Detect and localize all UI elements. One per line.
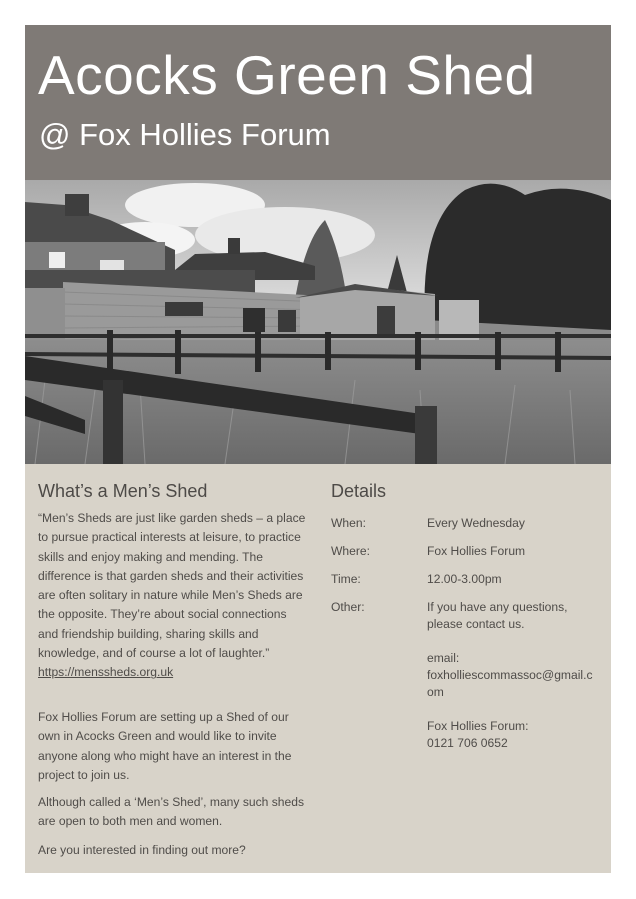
- other-label: Other:: [331, 600, 365, 614]
- where-value: Fox Hollies Forum: [427, 544, 526, 558]
- phone-value: 0121 706 0652: [427, 736, 508, 750]
- shed-photo: [25, 180, 611, 464]
- email-value[interactable]: foxholliescommassoc@gmail.com: [427, 668, 593, 699]
- quote-text: “Men’s Sheds are just like garden sheds – a place to pursue practical interests at leisure, to practice skills and enjoy making and mending. The difference is that garden sheds and their activities are often solitary in nature while Men’s Sheds are the opposite. They’re about social connections and friendship building, sharing skills and knowledge, and of course a lot of laughter.”: [38, 511, 306, 661]
- shed-heading: What’s a Men’s Shed: [38, 481, 208, 501]
- where-label: Where:: [331, 544, 370, 558]
- open-paragraph: Although called a ‘Men’s Shed’, many such sheds are open to both men and women.: [38, 795, 304, 829]
- page-subtitle: @ Fox Hollies Forum: [39, 117, 331, 152]
- intro-paragraph: Fox Hollies Forum are setting up a Shed of our own in Acocks Green and would like to invite anyone along who might have an interest in the project to join us.: [38, 710, 292, 782]
- shed-quote: [38, 509, 308, 683]
- phone-label: Fox Hollies Forum:: [427, 719, 529, 733]
- details-heading: Details: [331, 481, 387, 501]
- when-value: Every Wednesday: [427, 516, 525, 530]
- other-value: If you have any questions, please contact us.: [427, 600, 568, 631]
- question-paragraph: Are you interested in finding out more?: [38, 843, 246, 857]
- when-label: When:: [331, 516, 366, 530]
- menssheds-link[interactable]: https://menssheds.org.uk: [38, 665, 174, 680]
- time-value: 12.00-3.00pm: [427, 572, 502, 586]
- info-panel: [25, 464, 611, 873]
- time-label: Time:: [331, 572, 361, 586]
- header-banner: [25, 25, 611, 180]
- page-title: Acocks Green Shed: [38, 44, 536, 106]
- email-label: email:: [427, 651, 460, 665]
